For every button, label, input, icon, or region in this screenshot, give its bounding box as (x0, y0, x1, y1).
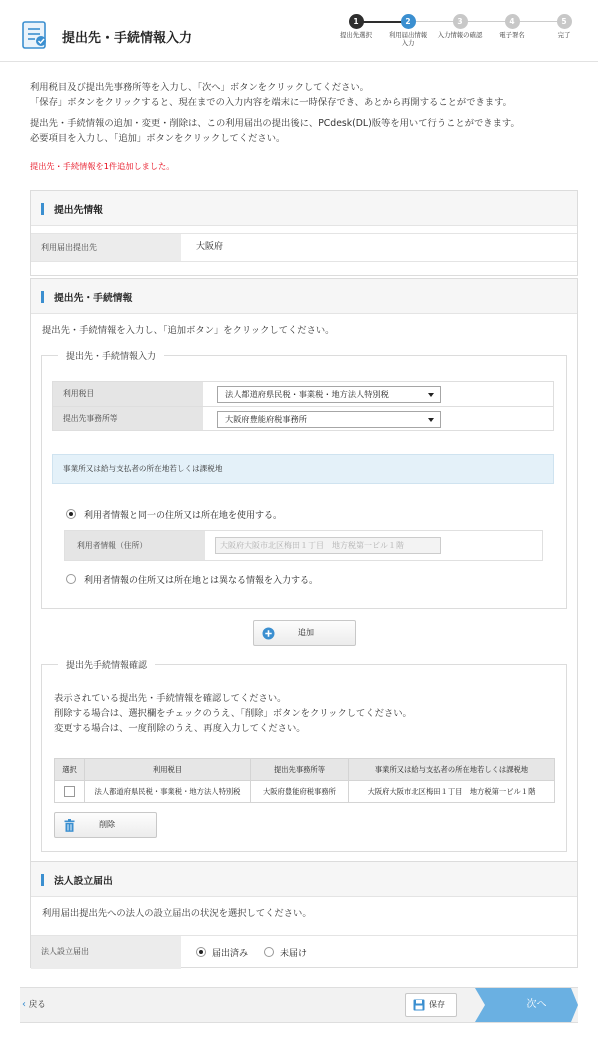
radio-label: 未届け (280, 949, 308, 959)
office-row (52, 406, 554, 431)
procedure-confirm-box (41, 661, 567, 852)
save-button[interactable] (405, 993, 457, 1017)
accent-bar (41, 874, 44, 886)
radio-different-address[interactable] (66, 574, 76, 584)
trash-icon (64, 819, 75, 832)
tax-item-select[interactable] (217, 386, 441, 403)
procedure-input-box (41, 352, 567, 609)
step-number: 5 (557, 14, 572, 29)
row-select-checkbox[interactable] (64, 786, 75, 797)
accent-bar (41, 291, 44, 303)
section-header (31, 279, 577, 314)
success-notice: 提出先・手続情報を1件追加しました。 (30, 161, 175, 171)
procedure-panel (30, 278, 578, 861)
step-5 (538, 14, 590, 40)
intro-line: 「保存」ボタンをクリックすると、現在までの入力内容を端末に一時保存でき、あとから再開することができます。 (30, 97, 512, 108)
intro-text-1 (30, 80, 512, 110)
column-header: 事業所又は給与支払者の所在地若しくは課税地 (349, 759, 555, 781)
step-label: 入力情報の確認 (437, 31, 483, 39)
box-legend: 提出先・手続情報入力 (58, 349, 164, 362)
column-header: 利用税目 (85, 759, 251, 781)
dropdown-arrow-icon (428, 418, 434, 422)
step-number: 3 (453, 14, 468, 29)
next-button[interactable] (475, 988, 578, 1022)
plus-circle-icon (262, 627, 275, 640)
step-1 (330, 14, 382, 40)
intro-text-2 (30, 116, 520, 146)
select-cell (55, 781, 85, 803)
intro-line: 必要項目を入力し、「追加」ボタンをクリックしてください。 (30, 133, 286, 144)
office-select[interactable] (217, 411, 441, 428)
table-cell: 大阪府豊能府税事務所 (251, 781, 349, 803)
dropdown-arrow-icon (428, 393, 434, 397)
column-header: 選択 (55, 759, 85, 781)
submit-destination-row (31, 233, 577, 262)
table-cell: 大阪府大阪市北区梅田１丁目 地方税第一ビル１階 (349, 781, 555, 803)
corp-establishment-panel (30, 861, 578, 968)
select-value: 法人都道府県民税・事業税・地方法人特別税 (225, 389, 389, 399)
button-label: 保存 (429, 1000, 445, 1009)
field-label: 法人設立届出 (31, 936, 181, 969)
corp-status-row (31, 935, 577, 969)
step-label: 電子署名 (499, 31, 525, 39)
step-label: 完了 (557, 31, 571, 39)
floppy-disk-icon (413, 999, 425, 1011)
select-value: 大阪府豊能府税事務所 (225, 414, 307, 424)
radio-label: 利用者情報と同一の住所又は所在地を使用する。 (84, 511, 283, 521)
corp-instruction: 利用届出提出先への法人の設立届出の状況を選択してください。 (42, 908, 312, 919)
confirm-line: 表示されている提出先・手続情報を確認してください。 (54, 693, 287, 704)
table-cell: 法人都道府県民税・事業税・地方法人特別税 (85, 781, 251, 803)
radio-label: 利用者情報の住所又は所在地とは異なる情報を入力する。 (84, 576, 319, 586)
button-label: 次へ (526, 999, 547, 1010)
step-number: 2 (401, 14, 416, 29)
step-label: 利用届出情報入力 (388, 31, 428, 47)
column-header: 提出先事務所等 (251, 759, 349, 781)
section-title: 提出先・手続情報 (54, 293, 133, 304)
back-link[interactable] (20, 988, 46, 1022)
step-label: 提出先選択 (340, 31, 372, 39)
confirm-text (54, 691, 412, 736)
section-title: 提出先情報 (54, 205, 103, 216)
form-document-icon (20, 20, 50, 50)
tax-item-row (52, 381, 554, 406)
page-title: 提出先・手続情報入力 (62, 31, 193, 46)
radio-not-filed[interactable] (264, 947, 274, 957)
section-title: 法人設立届出 (54, 876, 113, 887)
progress-stepper (330, 14, 590, 56)
step-number: 1 (349, 14, 364, 29)
chevron-left-icon: ‹ (22, 999, 26, 1010)
submit-info-panel (30, 190, 578, 276)
add-button[interactable] (253, 620, 356, 646)
radio-same-address[interactable] (66, 509, 76, 519)
table-row (55, 781, 555, 803)
location-heading: 事業所又は給与支払者の所在地若しくは課税地 (52, 454, 554, 484)
section-header (31, 862, 577, 897)
back-label: 戻る (28, 1000, 46, 1010)
user-address-row (64, 530, 543, 561)
field-label: 利用届出提出先 (31, 234, 181, 261)
button-label: 追加 (298, 628, 314, 637)
step-number: 4 (505, 14, 520, 29)
section-header (31, 191, 577, 226)
step-2 (382, 14, 434, 47)
confirm-table (54, 758, 555, 803)
field-label: 利用者情報（住所） (65, 531, 205, 560)
user-address-field: 大阪府大阪市北区梅田１丁目 地方税第一ビル１階 (215, 537, 441, 554)
table-header-row (55, 759, 555, 781)
page-header (0, 0, 598, 62)
confirm-line: 削除する場合は、選択欄をチェックのうえ、「削除」ボタンをクリックしてください。 (54, 708, 412, 719)
radio-label: 届出済み (212, 949, 249, 959)
field-label: 利用税目 (53, 382, 203, 406)
procedure-instruction: 提出先・手続情報を入力し、「追加ボタン」をクリックしてください。 (42, 325, 335, 336)
field-value: 大阪府 (196, 242, 224, 252)
intro-line: 提出先・手続情報の追加・変更・削除は、この利用届出の提出後に、PCdesk(DL)版等を用いて行うことができます。 (30, 118, 520, 129)
footer-bar (20, 987, 578, 1023)
radio-filed[interactable] (196, 947, 206, 957)
box-legend: 提出先手続情報確認 (58, 658, 155, 671)
step-3 (434, 14, 486, 40)
accent-bar (41, 203, 44, 215)
confirm-line: 変更する場合は、一度削除のうえ、再度入力してください。 (54, 723, 306, 734)
button-label: 削除 (99, 820, 115, 829)
delete-button[interactable] (54, 812, 157, 838)
field-label: 提出先事務所等 (53, 407, 203, 430)
intro-line: 利用税目及び提出先事務所等を入力し、「次へ」ボタンをクリックしてください。 (30, 82, 369, 93)
step-4 (486, 14, 538, 40)
